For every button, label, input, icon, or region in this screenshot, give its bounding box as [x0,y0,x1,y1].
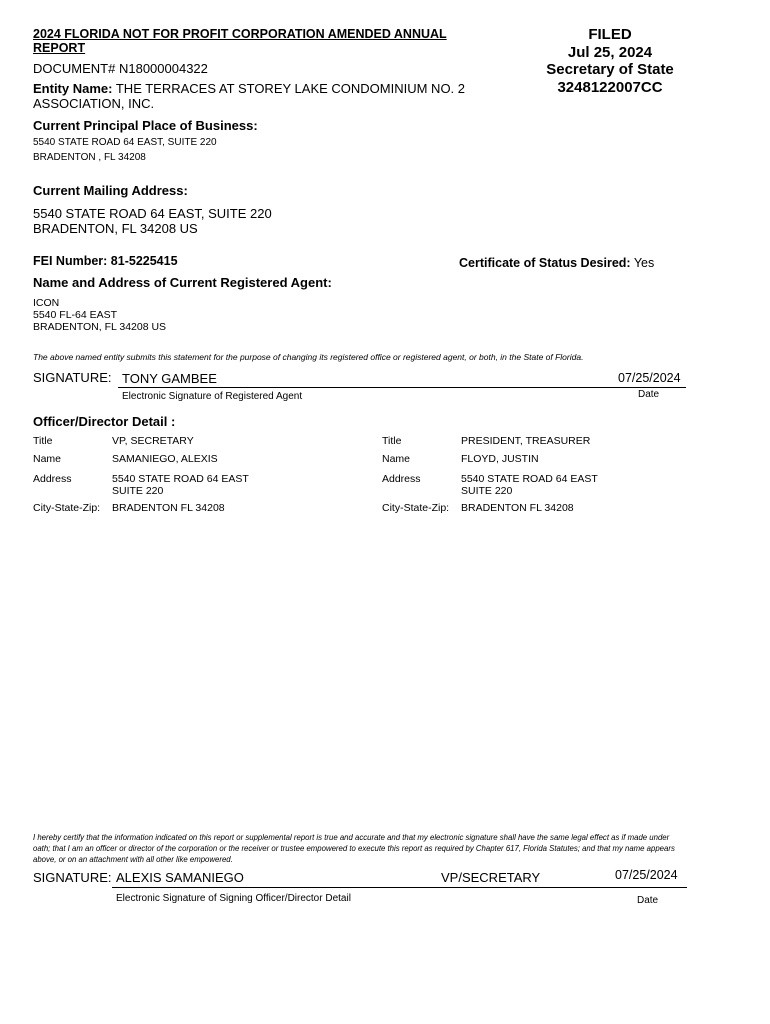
agent-signature-line [118,387,686,388]
entity-name-line [33,82,483,111]
officer2-city-label: City-State-Zip: [382,502,450,514]
officer2-title-label: Title [382,435,402,447]
officer-date-caption: Date [637,895,659,906]
officer1-title: VP, SECRETARY [112,435,194,447]
filed-stamp [520,26,700,96]
officer-signature-name: ALEXIS SAMANIEGO [116,870,244,885]
registered-agent-line1: 5540 FL-64 EAST [33,309,118,321]
document-number: N18000004322 [118,61,208,76]
certification-statement: I hereby certify that the information indicated on this report or supplemental report is true and accurate and that my electronic signature shall have the same legal effect as if made under oath; that I am an officer or director of the corporation or the receiver or trustee empowered to execute this report as required by Chapter 617, Florida Statutes; and that my name appears above, or on an attachment with all other like empowered. [33,833,675,864]
mailing-address-line1: 5540 STATE ROAD 64 EAST, SUITE 220 [33,206,272,221]
document-label: DOCUMENT# [33,61,116,76]
officer-signature-line [112,887,687,888]
registered-agent-block [33,297,166,333]
officer-detail-heading: Officer/Director Detail : [33,414,176,429]
agent-signature-date: 07/25/2024 [618,371,681,385]
registered-agent-line2: BRADENTON, FL 34208 US [33,321,167,333]
registered-agent-name: ICON [33,297,60,309]
entity-name: THE TERRACES AT STOREY LAKE CONDOMINIUM NO. 2 ASSOCIATION, INC. [33,81,466,111]
officer2-address-line1: 5540 STATE ROAD 64 EAST [461,473,598,485]
agent-statement: The above named entity submits this statement for the purpose of changing its registered office or registered agent, or both, in the State of Florida. [33,352,584,362]
filed-date: Jul 25, 2024 [567,43,653,61]
mailing-address-heading: Current Mailing Address: [33,183,188,198]
officer2-name-label: Name [382,453,411,465]
certificate-label: Certificate of Status Desired: [459,256,631,270]
entity-label: Entity Name: [33,81,113,96]
document-number-line [33,61,208,76]
officer2-address-label: Address [382,473,421,485]
officer2-address [461,473,598,497]
agent-signature-name: TONY GAMBEE [122,371,217,386]
officer2-title: PRESIDENT, TREASURER [461,435,591,447]
principal-address-line2: BRADENTON , FL 34208 [33,152,146,163]
agent-signature-label: SIGNATURE: [33,370,112,385]
fei-number: 81-5225415 [110,254,178,268]
officer-signature-title: VP/SECRETARY [441,870,541,885]
officer1-name: SAMANIEGO, ALEXIS [112,453,218,465]
officer1-name-label: Name [33,453,62,465]
principal-address-line1: 5540 STATE ROAD 64 EAST, SUITE 220 [33,137,217,148]
officer1-title-label: Title [33,435,53,447]
agent-signature-caption: Electronic Signature of Registered Agent [122,391,303,402]
agent-date-caption: Date [638,389,660,400]
officer-signature-date: 07/25/2024 [615,868,678,882]
officer1-city: BRADENTON FL 34208 [112,502,225,514]
mailing-address-line2: BRADENTON, FL 34208 US [33,221,198,236]
officer-signature-label: SIGNATURE: [33,870,112,885]
officer1-address-line1: 5540 STATE ROAD 64 EAST [112,473,249,485]
principal-place-heading: Current Principal Place of Business: [33,118,258,133]
certificate-status-line [459,256,654,270]
filed-number: 3248122007CC [557,78,663,96]
officer1-city-label: City-State-Zip: [33,502,101,514]
officer2-address-line2: SUITE 220 [461,485,513,497]
officer2-city: BRADENTON FL 34208 [461,502,574,514]
officer1-address [112,473,249,497]
filed-office: Secretary of State [546,61,674,78]
officer-signature-caption: Electronic Signature of Signing Officer/Director Detail [116,893,351,904]
registered-agent-heading: Name and Address of Current Registered Agent: [33,275,332,290]
filed-status: FILED [588,26,632,43]
officer1-address-line2: SUITE 220 [112,485,164,497]
report-title: 2024 FLORIDA NOT FOR PROFIT CORPORATION AMENDED ANNUAL REPORT [33,27,447,55]
certificate-value: Yes [633,256,655,270]
officer1-address-label: Address [33,473,72,485]
fei-label: FEI Number: [33,254,108,268]
officer2-name: FLOYD, JUSTIN [461,453,539,465]
fei-line [33,254,178,268]
